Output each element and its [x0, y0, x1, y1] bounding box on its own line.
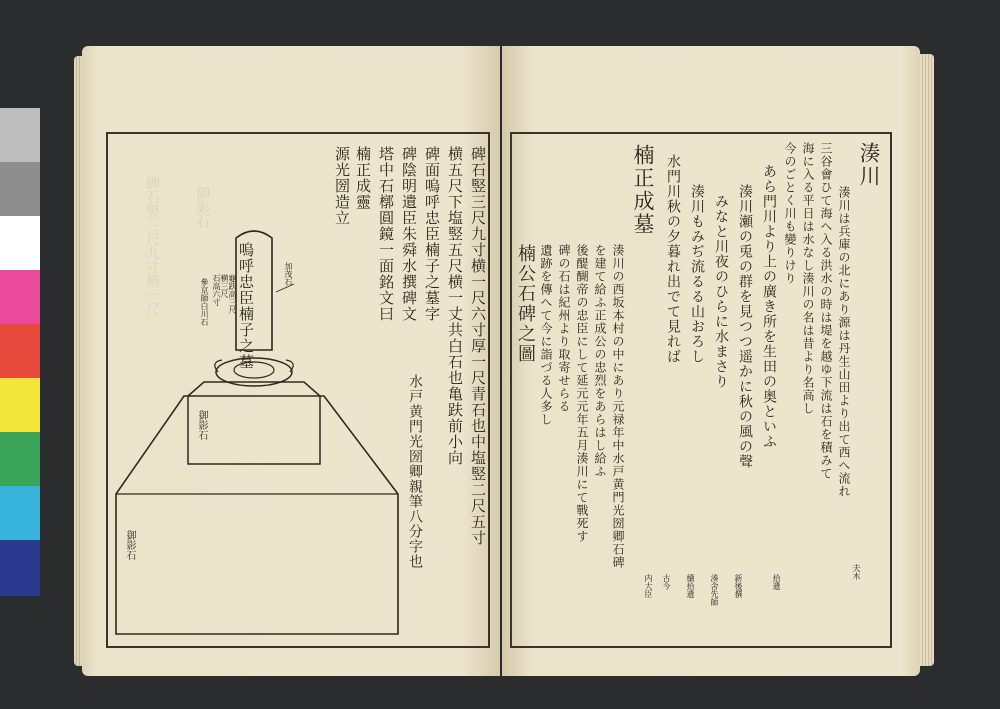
note-4: 湊舍先師: [710, 574, 719, 606]
left-text-col-7: 楠正成靈: [354, 146, 372, 210]
right-text-col-7: みなと川夜のひらに水まさり: [713, 194, 729, 389]
right-page: [502, 46, 920, 676]
right-text-col-10: 湊川の西坂本村の中にあり元禄年中水戸黄門光圀卿石碑: [611, 244, 625, 569]
section-title: 湊川: [857, 142, 881, 188]
note-2: 拾遺: [772, 574, 781, 590]
outer-plinth-label: 御影石: [124, 530, 135, 560]
right-text-col-4: 今のごとく川も變りけり: [783, 142, 797, 285]
left-text-col-3: 碑面嗚呼忠臣楠子之墓字: [423, 146, 441, 322]
right-text-col-11: を建て給ふ正成公の忠烈をあらはし給ふ: [593, 244, 607, 478]
base-label: 加茂石: [284, 262, 293, 286]
inner-base-label: 御影石: [196, 410, 207, 440]
swatch-yellow: [0, 378, 40, 432]
right-text-col-13: 碑の石は紀州より取寄せらる: [557, 244, 571, 413]
right-text-col-8: 湊川もみぢ流るる山おろし: [689, 184, 705, 364]
note-3: 新後撰: [734, 574, 743, 598]
swatch-red: [0, 324, 40, 378]
swatch-green: [0, 432, 40, 486]
swatch-gray: [0, 108, 40, 162]
left-illustration-frame: [106, 132, 490, 648]
right-text-col-12: 後醍醐帝の忠臣にして延元元年五月湊川にて戰死す: [575, 244, 589, 543]
swatch-cyan: [0, 486, 40, 540]
open-book: [82, 46, 920, 676]
right-text-col-5: あら門川より上の廣き所を生田の奥といふ: [761, 164, 777, 449]
right-text-frame: [510, 132, 892, 648]
left-text-col-6: 塔中石槨圓鏡一面銘文曰: [377, 146, 395, 322]
tomb-heading: 楠正成墓: [631, 144, 655, 236]
swatch-magenta: [0, 270, 40, 324]
swatch-white: [0, 216, 40, 270]
left-text-col-2: 横五尺下塩竪五尺横一丈共白石也亀趺前小向: [446, 146, 464, 466]
stone-note: 龜趺高三尺 横三尺 石高六寸: [212, 274, 237, 314]
note-5: 續拾遺: [686, 574, 695, 598]
color-calibration-bar: [0, 108, 40, 596]
stele-inscription: 嗚呼忠臣楠子之墓: [237, 242, 255, 370]
note-7: 内大臣: [644, 574, 653, 598]
stone-note-2: 參京師白川石: [200, 278, 209, 326]
right-text-col-6: 湊川瀬の兎の群を見つつ遥かに秋の風の聲: [737, 184, 753, 469]
swatch-blue: [0, 540, 40, 596]
monument-drawing: [108, 134, 408, 646]
stone-diagram-caption: 楠公石碑之圖: [515, 244, 536, 364]
right-text-col-1: 湊川は兵庫の北にあり源は丹生山田より出て西へ流れ: [837, 186, 851, 498]
right-page-edge: [920, 54, 934, 666]
note-1: 夫木: [852, 564, 861, 580]
left-text-col-5: 水戸黄門光圀卿親筆八分字也: [407, 374, 423, 569]
note-6: 古今: [662, 574, 671, 590]
left-text-col-4: 碑陰明遺臣朱舜水撰碑文: [400, 146, 418, 322]
right-text-col-14: 遺跡を傳へて今に詣づる人多し: [539, 244, 553, 426]
left-text-col-1: 碑石竪三尺九寸横一尺六寸厚一尺青石也中塩竪二尺五寸: [469, 146, 487, 546]
swatch-darkgray: [0, 162, 40, 216]
right-text-col-9: 水門川秋の夕暮れ出でて見れば: [665, 154, 681, 364]
left-page: 碑石竪三尺九寸横一尺 御影石 嗚呼忠臣楠子之墓 龜趺高三尺 横三尺 石高六寸 參京師白川石 加茂石 御影石 御影石 碑石竪三尺九寸横一尺六寸厚一尺青石也中塩竪二尺五寸 横五尺下塩竪五尺横一丈共白石也亀趺前小向 碑面嗚呼忠臣楠子之墓字 碑陰明遺臣朱舜水撰碑文 水戸黄門光圀卿親筆八分字也 塔中石槨圓鏡一面銘文曰 楠正成靈 源光圀造立: [82, 46, 500, 676]
right-text-col-3: 海に入る平日は水なし湊川の名は昔より名高し: [801, 142, 815, 415]
left-text-col-8: 源光圀造立: [333, 146, 351, 226]
left-page-edge: [74, 56, 82, 666]
right-text-col-2: 三谷會ひて海へ入る洪水の時は堤を越ゆ下流は石を積みて: [819, 142, 833, 480]
